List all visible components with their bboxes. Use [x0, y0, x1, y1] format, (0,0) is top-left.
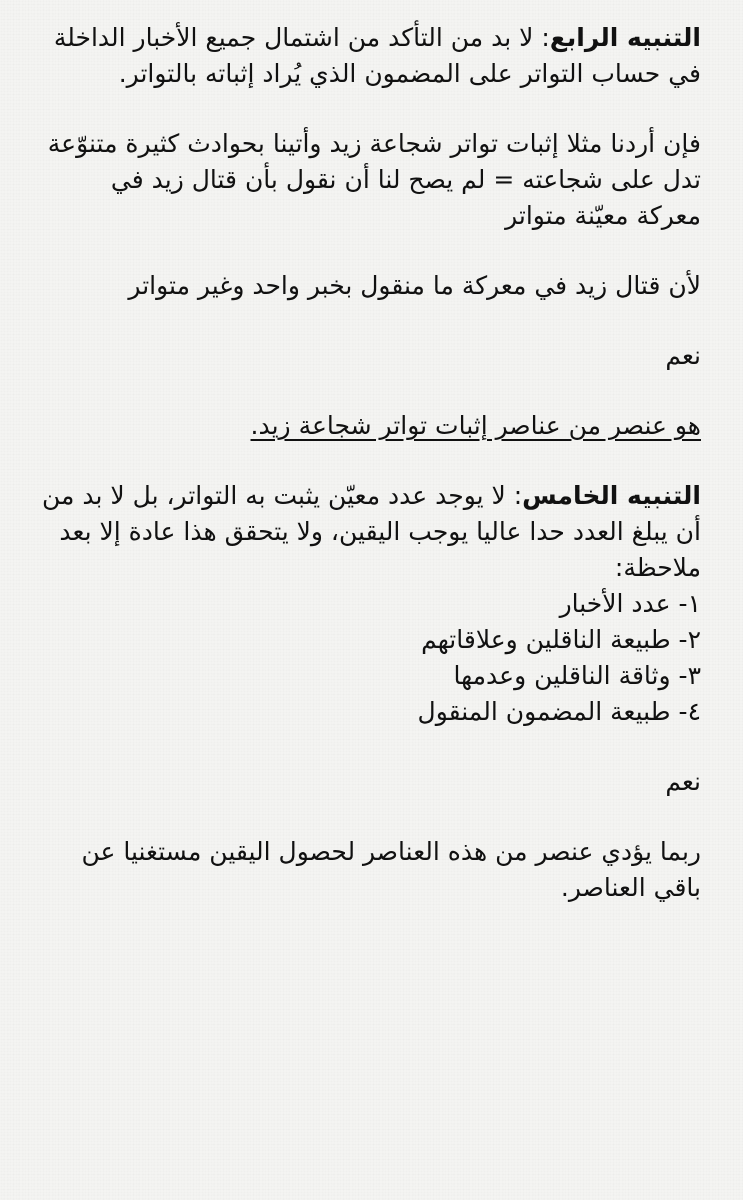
- yes-paragraph-2: نعم: [665, 767, 701, 796]
- paragraph-gap: [39, 92, 701, 126]
- paragraph-gap: [39, 304, 701, 338]
- list-item: ٤- طبيعة المضمون المنقول: [417, 697, 701, 726]
- conclusion-paragraph: ربما يؤدي عنصر من هذه العناصر لحصول اليقين مستغنيا عن باقي العناصر.: [73, 837, 701, 902]
- alert-4-title: التنبيه الرابع: [549, 23, 701, 52]
- alert-5-title: التنبيه الخامس: [522, 481, 701, 510]
- alert-4-text: : لا بد من التأكد من اشتمال جميع الأخبار الداخلة في حساب التواتر على المضمون الذي يُراد إثباته بالتواتر.: [45, 23, 701, 88]
- alert-5-paragraph: [34, 478, 701, 586]
- list-item: ٣- وثاقة الناقلين وعدمها: [453, 661, 701, 690]
- paragraph-gap: [39, 374, 701, 408]
- example-paragraph: فإن أردنا مثلا إثبات تواتر شجاعة زيد وأتينا بحوادث كثيرة متنوّعة تدل على شجاعته = لم يصح لنا أن نقول بأن قتال زيد في معركة معيّنة متواتر: [39, 129, 701, 230]
- list-item: ٢- طبيعة الناقلين وعلاقاتهم: [421, 625, 701, 654]
- element-note-paragraph: هو عنصر من عناصر إثبات تواتر شجاعة زيد.: [250, 411, 701, 440]
- reason-paragraph: لأن قتال زيد في معركة ما منقول بخبر واحد وغير متواتر: [128, 271, 701, 300]
- alert-4-paragraph: [39, 20, 701, 92]
- paragraph-gap: [39, 234, 701, 268]
- paragraph-gap: [39, 444, 701, 478]
- alert-5-text: : لا يوجد عدد معيّن يثبت به التواتر، بل لا بد من أن يبلغ العدد حدا عاليا يوجب اليقين، ولا يتحقق هذا عادة إلا بعد ملاحظة:: [34, 481, 701, 582]
- paragraph-gap: [39, 730, 701, 764]
- list-item: ١- عدد الأخبار: [559, 589, 701, 618]
- paragraph-gap: [39, 800, 701, 834]
- note-document: [34, 20, 701, 906]
- yes-paragraph: نعم: [665, 341, 701, 370]
